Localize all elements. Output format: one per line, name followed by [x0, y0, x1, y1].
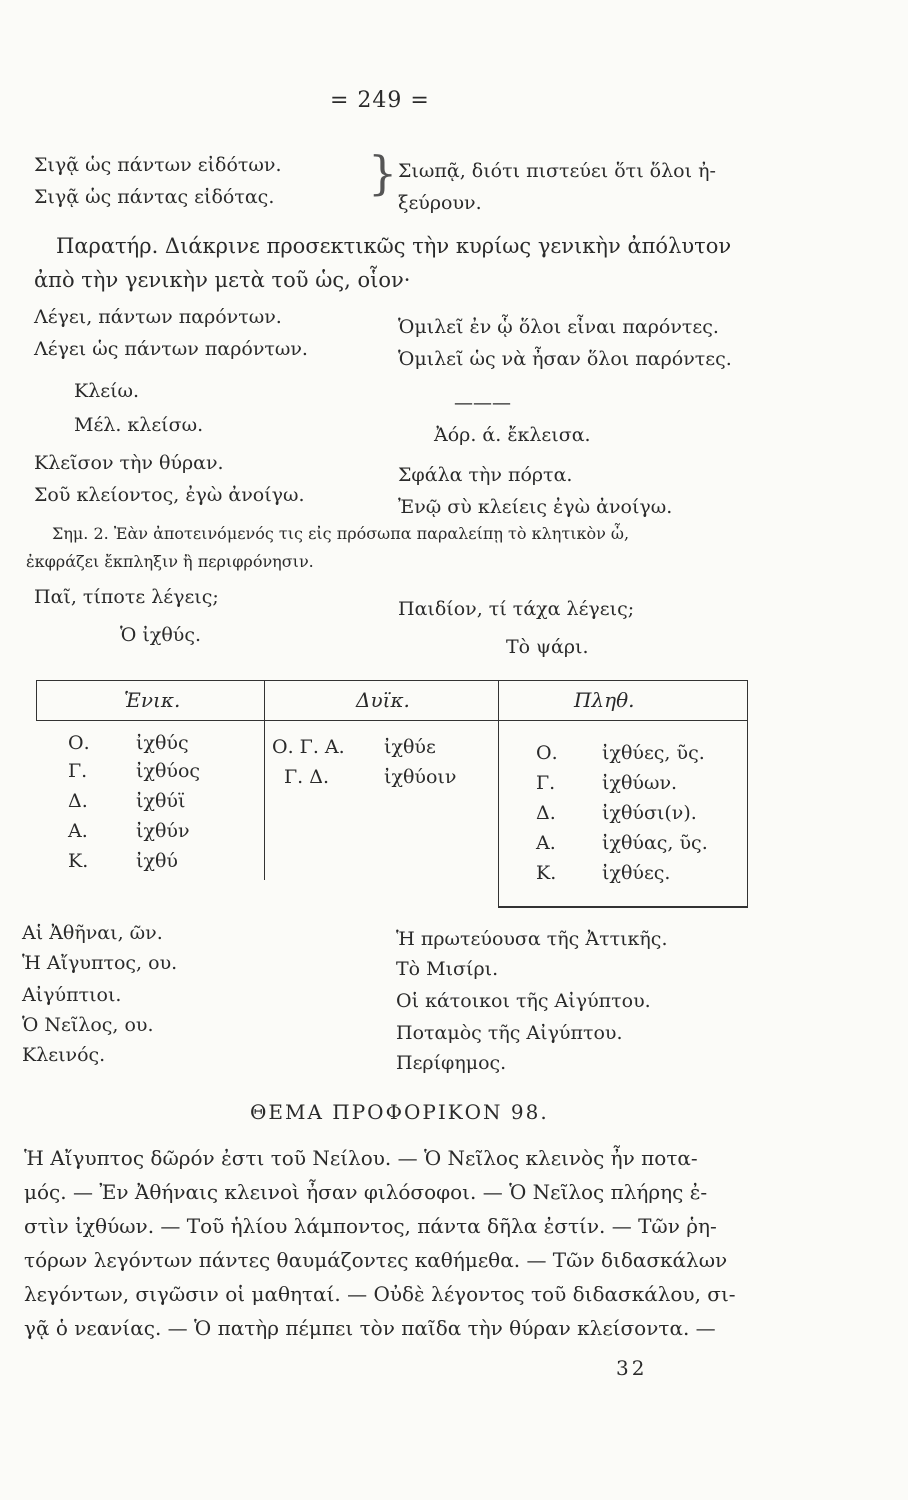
brace: }: [368, 146, 398, 200]
dual-case-1: Ο. Γ. Α.: [272, 736, 345, 758]
singular-form-2: ἰχθύος: [136, 760, 201, 782]
note-remark-line-1: Σημ. 2. Ἐὰν ἀποτεινόμενός τις εἰς πρόσωπα παραλείπῃ τὸ κλητικὸν ὦ,: [52, 524, 630, 543]
vocab-gloss-5: Περίφημος.: [396, 1052, 507, 1074]
note-observation-line-1: Παρατήρ. Διάκρινε προσεκτικῶς τὴν κυρίως γενικὴν ἀπόλυτον: [56, 234, 732, 258]
paragraph-line-1: Ἡ Αἴγυπτος δῶρόν ἐστι τοῦ Νείλου. — Ὁ Νεῖλος κλεινὸς ἦν ποτα-: [24, 1146, 698, 1170]
example-left-line-6: Σοῦ κλείοντος, ἐγὼ ἀνοίγω.: [34, 484, 305, 506]
table-header-rule: [36, 720, 748, 721]
vocab-term-2: Ἡ Αἴγυπτος, ου.: [22, 952, 178, 974]
note-observation-line-2: ἀπὸ τὴν γενικὴν μετὰ τοῦ ὡς, οἷον·: [34, 268, 411, 292]
signature-mark: 32: [616, 1356, 648, 1380]
plural-case-3: Δ.: [536, 802, 556, 824]
singular-form-3: ἰχθύϊ: [136, 790, 186, 812]
example-left-line-7: Παῖ, τίποτε λέγεις;: [34, 586, 219, 608]
plural-form-5: ἰχθύες.: [602, 862, 671, 884]
plural-form-1: ἰχθύες, ῦς.: [602, 742, 705, 764]
singular-case-5: Κ.: [68, 850, 89, 872]
example-right-line-6: Ἐνῷ σὺ κλείεις ἐγὼ ἀνοίγω.: [398, 496, 673, 518]
plural-case-1: Ο.: [536, 742, 558, 764]
header-plural: Πληθ.: [574, 688, 635, 712]
example-left-line-2: Σιγᾷ ὡς πάντας εἰδότας.: [34, 186, 275, 208]
paragraph-line-5: λεγόντων, σιγῶσιν οἱ μαθηταί. — Οὐδὲ λέγοντος τοῦ διδασκάλου, σι-: [24, 1282, 736, 1306]
declension-table: [36, 680, 748, 908]
verb-dash: ———: [454, 392, 511, 414]
header-singular: Ἑνικ.: [124, 688, 181, 712]
singular-case-3: Δ.: [68, 790, 88, 812]
verb-future: Μέλ. κλείσω.: [74, 414, 204, 436]
example-right-line-1: Σιωπᾷ, διότι πιστεύει ὅτι ὅλοι ἠ-: [398, 160, 716, 182]
header-dual: Δυϊκ.: [356, 688, 410, 712]
page-number: = 249 =: [330, 88, 430, 113]
singular-form-4: ἰχθύν: [136, 820, 190, 842]
dual-form-2: ἰχθύοιν: [384, 766, 457, 788]
singular-case-1: Ο.: [68, 732, 90, 754]
example-right-line-3: Ὁμιλεῖ ἐν ᾧ ὅλοι εἶναι παρόντες.: [398, 316, 719, 338]
note-remark-line-2: ἐκφράζει ἔκπληξιν ἢ περιφρόνησιν.: [26, 552, 314, 571]
example-right-line-7: Παιδίον, τί τάχα λέγεις;: [398, 598, 635, 620]
section-title: ΘΕΜΑ ΠΡΟΦΟΡΙΚΟΝ 98.: [250, 1100, 549, 1124]
plural-form-4: ἰχθύας, ῦς.: [602, 832, 708, 854]
example-left-line-4: Λέγει ὡς πάντων παρόντων.: [34, 338, 308, 360]
table-divider-1: [264, 680, 265, 880]
plural-form-2: ἰχθύων.: [602, 772, 678, 794]
dual-form-1: ἰχθύε: [384, 736, 436, 758]
example-left-line-1: Σιγᾷ ὡς πάντων εἰδότων.: [34, 154, 282, 176]
plural-case-5: Κ.: [536, 862, 557, 884]
verb-aorist: Ἀόρ. ά. ἔκλεισα.: [434, 424, 591, 446]
plural-form-3: ἰχθύσι(ν).: [602, 802, 697, 824]
vocab-term-3: Αἰγύπτιοι.: [22, 984, 122, 1006]
vocab-gloss-4: Ποταμὸς τῆς Αἰγύπτου.: [396, 1022, 623, 1044]
singular-case-4: Α.: [68, 820, 88, 842]
vocab-term-4: Ὁ Νεῖλος, ου.: [22, 1014, 154, 1036]
vocab-gloss-2: Τὸ Μισίρι.: [396, 958, 499, 980]
example-right-line-2: ξεύρουν.: [398, 192, 482, 214]
vocab-term-5: Κλεινός.: [22, 1044, 106, 1066]
table-right-rule: [747, 680, 748, 908]
paragraph-line-6: γᾷ ὁ νεανίας. — Ὁ πατὴρ πέμπει τὸν παῖδα τὴν θύραν κλείσοντα. —: [24, 1316, 716, 1340]
singular-form-1: ἰχθύς: [136, 732, 189, 754]
example-left-line-5: Κλεῖσον τὴν θύραν.: [34, 452, 224, 474]
verb-present: Κλείω.: [74, 380, 140, 402]
table-left-rule: [36, 680, 37, 720]
paragraph-line-4: τόρων λεγόντων πάντες θαυμάζοντες καθήμεθα. — Τῶν διδασκάλων: [24, 1248, 728, 1272]
dual-case-2: Γ. Δ.: [284, 766, 330, 788]
example-left-line-3: Λέγει, πάντων παρόντων.: [34, 306, 282, 328]
table-bottom-rule: [498, 906, 748, 908]
table-top-rule: [36, 680, 748, 681]
paragraph-line-2: μός. — Ἐν Ἀθήναις κλεινοὶ ἦσαν φιλόσοφοι. — Ὁ Νεῖλος πλήρης ἐ-: [24, 1180, 708, 1204]
vocab-gloss-3: Οἱ κάτοικοι τῆς Αἰγύπτου.: [396, 990, 651, 1012]
vocab-gloss-1: Ἡ πρωτεύουσα τῆς Ἀττικῆς.: [396, 928, 668, 950]
plural-case-2: Γ.: [536, 772, 556, 794]
example-right-line-4: Ὁμιλεῖ ὡς νὰ ἦσαν ὅλοι παρόντες.: [398, 348, 732, 370]
singular-form-5: ἰχθύ: [136, 850, 178, 872]
singular-case-2: Γ.: [68, 760, 88, 782]
paragraph-line-3: στὶν ἰχθύων. — Τοῦ ἡλίου λάμποντος, πάντα δῆλα ἐστίν. — Τῶν ῥη-: [24, 1214, 717, 1238]
vocab-term-1: Αἱ Ἀθῆναι, ῶν.: [22, 922, 163, 944]
table-divider-2: [498, 680, 499, 908]
example-right-line-5: Σφάλα τὴν πόρτα.: [398, 464, 573, 486]
example-left-line-8: Ὁ ἰχθύς.: [120, 624, 202, 646]
plural-case-4: Α.: [536, 832, 556, 854]
example-right-line-8: Τὸ ψάρι.: [506, 636, 589, 658]
